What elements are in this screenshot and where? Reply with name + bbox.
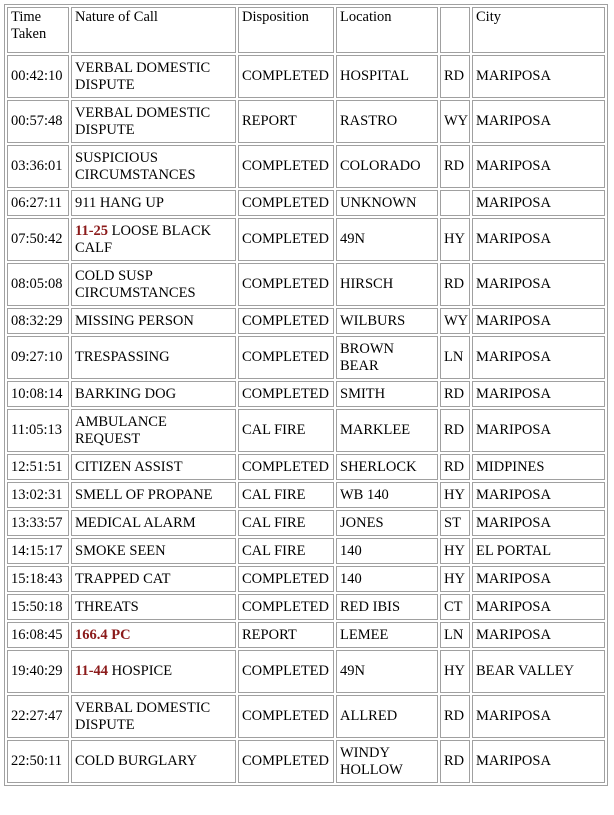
cell-disposition: COMPLETED bbox=[238, 381, 334, 407]
cell-nature bbox=[71, 55, 236, 98]
call-log-table bbox=[4, 4, 608, 786]
cell-time: 03:36:01 bbox=[7, 145, 69, 188]
cell-time: 07:50:42 bbox=[7, 218, 69, 261]
cell-type: HY bbox=[440, 650, 470, 693]
cell-city: MARIPOSA bbox=[472, 695, 605, 738]
cell-disposition: CAL FIRE bbox=[238, 482, 334, 508]
cell-nature bbox=[71, 381, 236, 407]
cell-type: RD bbox=[440, 454, 470, 480]
cell-nature bbox=[71, 695, 236, 738]
cell-disposition: REPORT bbox=[238, 100, 334, 143]
nature-text: MEDICAL ALARM bbox=[75, 514, 196, 531]
cell-location: WB 140 bbox=[336, 482, 438, 508]
cell-type: CT bbox=[440, 594, 470, 620]
cell-type: WY bbox=[440, 100, 470, 143]
cell-disposition: COMPLETED bbox=[238, 55, 334, 98]
nature-text: MISSING PERSON bbox=[75, 312, 194, 329]
table-row bbox=[7, 740, 605, 783]
cell-disposition: COMPLETED bbox=[238, 336, 334, 379]
cell-location: SHERLOCK bbox=[336, 454, 438, 480]
nature-text: 911 HANG UP bbox=[75, 194, 164, 211]
cell-city: MARIPOSA bbox=[472, 566, 605, 592]
cell-disposition: COMPLETED bbox=[238, 740, 334, 783]
cell-city: MARIPOSA bbox=[472, 409, 605, 452]
cell-nature bbox=[71, 263, 236, 306]
cell-location: 140 bbox=[336, 566, 438, 592]
cell-location: ALLRED bbox=[336, 695, 438, 738]
cell-type: RD bbox=[440, 55, 470, 98]
table-row bbox=[7, 218, 605, 261]
cell-city: MARIPOSA bbox=[472, 145, 605, 188]
cell-nature bbox=[71, 538, 236, 564]
header-type bbox=[440, 7, 470, 53]
cell-type: HY bbox=[440, 566, 470, 592]
table-row bbox=[7, 482, 605, 508]
cell-disposition: COMPLETED bbox=[238, 145, 334, 188]
cell-time: 14:15:17 bbox=[7, 538, 69, 564]
cell-location: 49N bbox=[336, 650, 438, 693]
cell-city: MARIPOSA bbox=[472, 308, 605, 334]
table-row bbox=[7, 454, 605, 480]
cell-time: 12:51:51 bbox=[7, 454, 69, 480]
call-code: 11-25 bbox=[75, 222, 109, 239]
cell-location: HOSPITAL bbox=[336, 55, 438, 98]
nature-text: AMBULANCE REQUEST bbox=[75, 413, 167, 447]
cell-city: MARIPOSA bbox=[472, 336, 605, 379]
cell-time: 06:27:11 bbox=[7, 190, 69, 216]
cell-time: 15:50:18 bbox=[7, 594, 69, 620]
cell-nature bbox=[71, 190, 236, 216]
cell-nature bbox=[71, 218, 236, 261]
cell-type: HY bbox=[440, 482, 470, 508]
cell-time: 15:18:43 bbox=[7, 566, 69, 592]
cell-type: HY bbox=[440, 538, 470, 564]
cell-city: EL PORTAL bbox=[472, 538, 605, 564]
nature-text: SUSPICIOUS CIRCUMSTANCES bbox=[75, 149, 196, 183]
cell-time: 08:05:08 bbox=[7, 263, 69, 306]
nature-text: TRESPASSING bbox=[75, 349, 170, 365]
cell-city: MARIPOSA bbox=[472, 482, 605, 508]
cell-disposition: COMPLETED bbox=[238, 454, 334, 480]
cell-location: HIRSCH bbox=[336, 263, 438, 306]
cell-location: MARKLEE bbox=[336, 409, 438, 452]
cell-nature bbox=[71, 622, 236, 648]
cell-location: LEMEE bbox=[336, 622, 438, 648]
table-row bbox=[7, 263, 605, 306]
nature-text: SMELL OF PROPANE bbox=[75, 486, 213, 503]
cell-type: RD bbox=[440, 381, 470, 407]
cell-type: RD bbox=[440, 409, 470, 452]
cell-nature bbox=[71, 409, 236, 452]
cell-time: 19:40:29 bbox=[7, 650, 69, 693]
cell-city: MARIPOSA bbox=[472, 510, 605, 536]
cell-location: UNKNOWN bbox=[336, 190, 438, 216]
call-code: 166.4 PC bbox=[75, 626, 131, 643]
nature-text: VERBAL DOMESTIC DISPUTE bbox=[75, 59, 211, 93]
cell-nature bbox=[71, 510, 236, 536]
cell-disposition: REPORT bbox=[238, 622, 334, 648]
table-row bbox=[7, 336, 605, 379]
nature-text: BARKING DOG bbox=[75, 385, 177, 402]
cell-nature bbox=[71, 740, 236, 783]
cell-city: MARIPOSA bbox=[472, 190, 605, 216]
table-row bbox=[7, 190, 605, 216]
cell-location: BROWN BEAR bbox=[336, 336, 438, 379]
header-row bbox=[7, 7, 605, 53]
cell-disposition: COMPLETED bbox=[238, 263, 334, 306]
cell-location: WILBURS bbox=[336, 308, 438, 334]
cell-nature bbox=[71, 566, 236, 592]
table-row bbox=[7, 55, 605, 98]
cell-city: MARIPOSA bbox=[472, 218, 605, 261]
cell-disposition: CAL FIRE bbox=[238, 510, 334, 536]
nature-text: THREATS bbox=[75, 598, 139, 615]
cell-type: RD bbox=[440, 695, 470, 738]
cell-type bbox=[440, 190, 470, 216]
cell-city: MARIPOSA bbox=[472, 381, 605, 407]
cell-nature bbox=[71, 454, 236, 480]
cell-nature bbox=[71, 145, 236, 188]
nature-text: COLD SUSP CIRCUMSTANCES bbox=[75, 267, 196, 301]
cell-disposition: COMPLETED bbox=[238, 650, 334, 693]
nature-text: SMOKE SEEN bbox=[75, 542, 166, 559]
nature-text: COLD BURGLARY bbox=[75, 753, 198, 769]
nature-text: VERBAL DOMESTIC DISPUTE bbox=[75, 699, 211, 733]
cell-nature bbox=[71, 308, 236, 334]
nature-text: HOSPICE bbox=[111, 663, 173, 679]
cell-city: MARIPOSA bbox=[472, 740, 605, 783]
table-row bbox=[7, 650, 605, 693]
table-row bbox=[7, 566, 605, 592]
cell-time: 00:57:48 bbox=[7, 100, 69, 143]
table-row bbox=[7, 622, 605, 648]
table-row bbox=[7, 510, 605, 536]
nature-text: LOOSE BLACK CALF bbox=[75, 222, 212, 256]
cell-location: WINDY HOLLOW bbox=[336, 740, 438, 783]
cell-nature bbox=[71, 100, 236, 143]
cell-time: 08:32:29 bbox=[7, 308, 69, 334]
cell-time: 11:05:13 bbox=[7, 409, 69, 452]
cell-disposition: COMPLETED bbox=[238, 594, 334, 620]
cell-location: JONES bbox=[336, 510, 438, 536]
cell-time: 13:33:57 bbox=[7, 510, 69, 536]
cell-disposition: COMPLETED bbox=[238, 190, 334, 216]
cell-time: 16:08:45 bbox=[7, 622, 69, 648]
cell-type: RD bbox=[440, 263, 470, 306]
cell-city: MARIPOSA bbox=[472, 622, 605, 648]
cell-location: 140 bbox=[336, 538, 438, 564]
cell-nature bbox=[71, 594, 236, 620]
cell-city: MARIPOSA bbox=[472, 100, 605, 143]
cell-city: MARIPOSA bbox=[472, 55, 605, 98]
header-time: Time Taken bbox=[7, 7, 69, 53]
cell-nature bbox=[71, 650, 236, 693]
cell-location: COLORADO bbox=[336, 145, 438, 188]
table-row bbox=[7, 308, 605, 334]
cell-time: 22:27:47 bbox=[7, 695, 69, 738]
cell-nature bbox=[71, 336, 236, 379]
table-row bbox=[7, 409, 605, 452]
cell-disposition: COMPLETED bbox=[238, 695, 334, 738]
table-row bbox=[7, 381, 605, 407]
cell-type: ST bbox=[440, 510, 470, 536]
cell-location: RASTRO bbox=[336, 100, 438, 143]
cell-disposition: COMPLETED bbox=[238, 218, 334, 261]
header-location: Location bbox=[336, 7, 438, 53]
cell-location: 49N bbox=[336, 218, 438, 261]
header-disposition: Disposition bbox=[238, 7, 334, 53]
cell-city: MARIPOSA bbox=[472, 594, 605, 620]
cell-time: 10:08:14 bbox=[7, 381, 69, 407]
table-row bbox=[7, 695, 605, 738]
header-nature: Nature of Call bbox=[71, 7, 236, 53]
cell-type: HY bbox=[440, 218, 470, 261]
cell-type: WY bbox=[440, 308, 470, 334]
nature-text: CITIZEN ASSIST bbox=[75, 458, 183, 475]
cell-time: 09:27:10 bbox=[7, 336, 69, 379]
call-code: 11-44 bbox=[75, 663, 109, 679]
cell-nature bbox=[71, 482, 236, 508]
cell-type: RD bbox=[440, 145, 470, 188]
cell-type: RD bbox=[440, 740, 470, 783]
cell-type: LN bbox=[440, 622, 470, 648]
cell-disposition: COMPLETED bbox=[238, 566, 334, 592]
table-row bbox=[7, 538, 605, 564]
cell-location: SMITH bbox=[336, 381, 438, 407]
header-city: City bbox=[472, 7, 605, 53]
cell-disposition: CAL FIRE bbox=[238, 409, 334, 452]
nature-text: VERBAL DOMESTIC DISPUTE bbox=[75, 104, 211, 138]
cell-disposition: CAL FIRE bbox=[238, 538, 334, 564]
table-row bbox=[7, 145, 605, 188]
table-row bbox=[7, 594, 605, 620]
cell-type: LN bbox=[440, 336, 470, 379]
cell-city: MIDPINES bbox=[472, 454, 605, 480]
cell-time: 13:02:31 bbox=[7, 482, 69, 508]
cell-time: 00:42:10 bbox=[7, 55, 69, 98]
cell-city: BEAR VALLEY bbox=[472, 650, 605, 693]
cell-time: 22:50:11 bbox=[7, 740, 69, 783]
cell-city: MARIPOSA bbox=[472, 263, 605, 306]
table-row bbox=[7, 100, 605, 143]
cell-disposition: COMPLETED bbox=[238, 308, 334, 334]
cell-location: RED IBIS bbox=[336, 594, 438, 620]
nature-text: TRAPPED CAT bbox=[75, 570, 171, 587]
